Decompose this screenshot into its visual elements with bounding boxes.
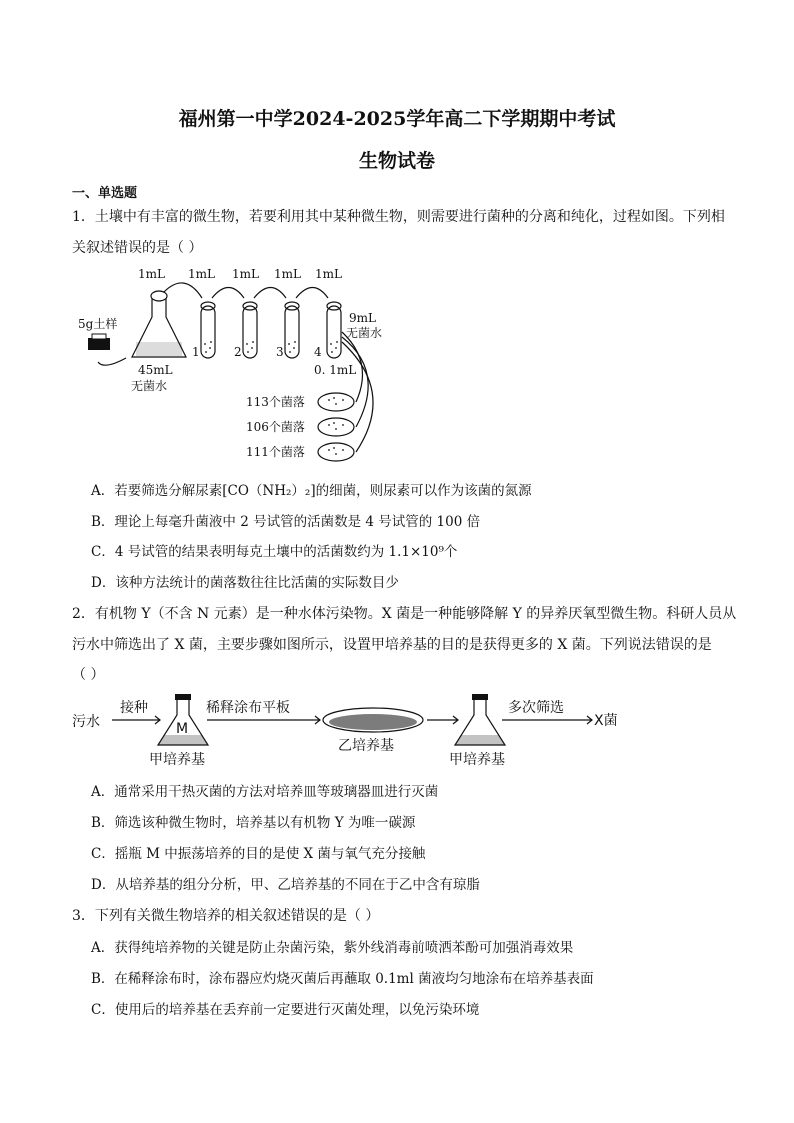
section-heading: 一、单选题 — [72, 186, 138, 201]
flask-mark: M — [176, 721, 189, 737]
transfer-arrow — [254, 288, 286, 299]
step-label: 多次筛选 — [508, 700, 564, 716]
flask-liquid — [136, 342, 182, 356]
q1-option-a[interactable]: A．若要筛选分解尿素[CO（NH₂）₂]的细菌，则尿素可以作为该菌的氮源 — [91, 483, 532, 499]
transfer-label: 1mL — [274, 267, 301, 281]
exam-title: 福州第一中学2024-2025学年高二下学期期中考试 — [178, 108, 616, 130]
result-label: X菌 — [594, 713, 618, 729]
flask-stopper — [151, 291, 167, 301]
flask-label: 无菌水 — [131, 379, 168, 393]
test-tube — [285, 302, 299, 358]
transfer-arrow — [296, 288, 328, 299]
medium-label: 甲培养基 — [149, 752, 205, 768]
transfer-label: 1mL — [138, 267, 165, 281]
q1-option-c[interactable]: C．4 号试管的结果表明每克土壤中的活菌数约为 1.1×10⁹个 — [91, 544, 458, 560]
q2-option-c[interactable]: C．摇瓶 M 中振荡培养的目的是使 X 菌与氧气充分接触 — [91, 846, 426, 862]
q1-stem-line2: 关叙述错误的是（ ） — [72, 240, 203, 256]
step-label: 稀释涂布平板 — [206, 700, 290, 716]
q2-option-b[interactable]: B．筛选该种微生物时，培养基以有机物 Y 为唯一碳源 — [91, 815, 416, 831]
petri-dish — [318, 393, 354, 411]
q3-stem: 3．下列有关微生物培养的相关叙述错误的是（ ） — [72, 908, 380, 924]
transfer-arrow — [212, 288, 244, 299]
soil-sample-icon — [88, 338, 110, 350]
q3-option-c[interactable]: C．使用后的培养基在丢弃前一定要进行灭菌处理，以免污染环境 — [91, 1002, 480, 1018]
test-tube — [243, 302, 257, 358]
tube-number: 4 — [314, 345, 322, 359]
transfer-label: 1mL — [232, 267, 259, 281]
step-label: 接种 — [120, 700, 148, 716]
q2-stem-line3: （ ） — [72, 667, 105, 683]
medium-label: 乙培养基 — [338, 738, 394, 754]
transfer-label: 1mL — [315, 267, 342, 281]
colony-count: 111个菌落 — [246, 445, 305, 459]
petri-dish — [318, 418, 354, 436]
soil-arrow — [98, 358, 126, 365]
plating-label: 0. 1mL — [314, 363, 357, 377]
q2-stem-line1: 2．有机物 Y（不含 N 元素）是一种水体污染物。X 菌是一种能够降解 Y 的异养厌氧型微生物。科研人员从 — [72, 606, 737, 622]
transfer-label: 1mL — [188, 267, 215, 281]
q1-option-d[interactable]: D．该种方法统计的菌落数往往比活菌的实际数目少 — [91, 575, 399, 591]
q1-stem-line1: 1．土壤中有丰富的微生物，若要利用其中某种微生物，则需要进行菌种的分离和纯化，过程如图。下列相 — [72, 209, 725, 225]
medium-label: 甲培养基 — [449, 752, 505, 768]
water-label: 无菌水 — [346, 326, 383, 340]
petri-dish — [318, 443, 354, 461]
q2-stem-line2: 污水中筛选出了 X 菌，主要步骤如图所示，设置甲培养基的目的是获得更多的 X 菌。下列说法错误的是 — [72, 637, 712, 653]
flask-label: 45mL — [138, 363, 173, 377]
colony-count: 106个菌落 — [246, 420, 305, 434]
colony-count: 113个菌落 — [246, 395, 305, 409]
q2-option-d[interactable]: D．从培养基的组分分析，甲、乙培养基的不同在于乙中含有琼脂 — [91, 877, 480, 893]
plating-arrow — [342, 337, 368, 427]
source-label: 污水 — [72, 714, 100, 730]
transfer-arrow — [162, 283, 202, 298]
test-tube — [201, 302, 215, 358]
soil-label: 5g土样 — [78, 317, 118, 331]
test-tube — [327, 302, 341, 358]
tube-number: 2 — [234, 345, 242, 359]
q2-option-a[interactable]: A．通常采用干热灭菌的方法对培养皿等玻璃器皿进行灭菌 — [91, 784, 439, 800]
q1-dilution-figure — [74, 262, 404, 467]
water-label: 9mL — [349, 311, 376, 325]
q3-option-a[interactable]: A．获得纯培养物的关键是防止杂菌污染，紫外线消毒前喷洒苯酚可加强消毒效果 — [91, 940, 574, 956]
q2-process-figure — [72, 690, 632, 770]
tube-number: 3 — [276, 345, 284, 359]
q3-option-b[interactable]: B．在稀释涂布时，涂布器应灼烧灭菌后再蘸取 0.1ml 菌液均匀地涂布在培养基表面 — [91, 971, 594, 987]
tube-number: 1 — [192, 345, 200, 359]
exam-subtitle: 生物试卷 — [358, 150, 435, 172]
q1-option-b[interactable]: B．理论上每毫升菌液中 2 号试管的活菌数是 4 号试管的 100 倍 — [91, 514, 481, 530]
